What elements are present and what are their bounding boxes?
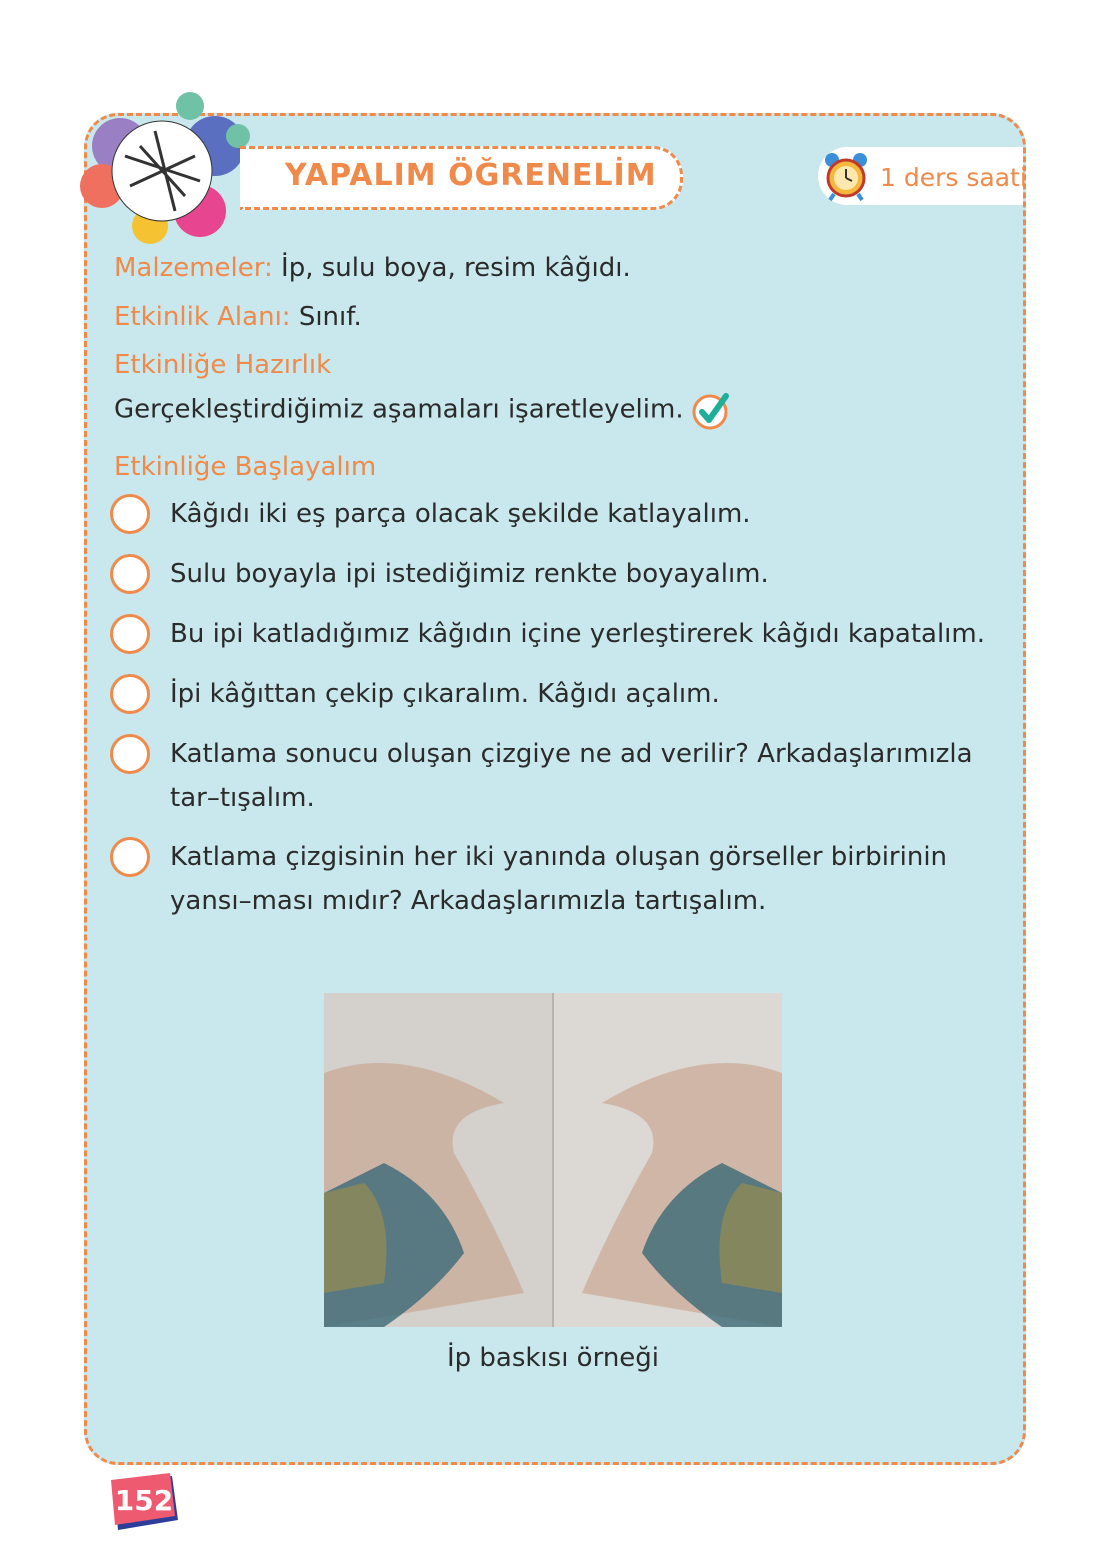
page-number-background [108,1470,182,1532]
step-checkbox[interactable] [110,614,150,654]
step-item: İpi kâğıttan çekip çıkaralım. Kâğıdı açalım. [110,672,990,716]
step-checkbox[interactable] [110,554,150,594]
step-checkbox[interactable] [110,494,150,534]
string-print-photo [324,993,782,1327]
materials-value: İp, sulu boya, resim kâğıdı. [281,253,631,283]
teamwork-hands-emblem [80,86,260,246]
alarm-clock-icon [822,150,870,202]
materials-line [114,253,631,283]
step-item: Katlama sonucu oluşan çizgiye ne ad verilir? Arkadaşlarımızla tar–tışalım. [110,732,990,820]
step-item: Bu ipi katladığımız kâğıdın içine yerleştirerek kâğıdı kapatalım. [110,612,990,656]
area-label: Etkinlik Alanı: [114,302,291,332]
section-title: YAPALIM ÖĞRENELİM [285,158,657,193]
step-item: Katlama çizgisinin her iki yanında oluşan görseller birbirinin yansı–ması mıdır? Arkadaşlarımızla tartışalım. [110,835,990,923]
area-value: Sınıf. [298,302,362,332]
step-checkbox[interactable] [110,837,150,877]
step-checkbox[interactable] [110,674,150,714]
preparation-instruction-line [114,390,732,430]
page-number-badge [108,1470,182,1532]
step-checkbox[interactable] [110,734,150,774]
preparation-heading: Etkinliğe Hazırlık [114,350,332,380]
start-heading: Etkinliğe Başlayalım [114,452,377,482]
checkmark-icon [692,390,732,430]
preparation-instruction: Gerçekleştirdiğimiz aşamaları işaretleyelim. [114,394,684,425]
step-item: Kâğıdı iki eş parça olacak şekilde katlayalım. [110,492,990,536]
page-number: 152 [114,1484,174,1517]
figure-caption: İp baskısı örneği [446,1343,660,1373]
materials-label: Malzemeler: [114,253,273,283]
duration-text: 1 ders saati [880,163,1027,192]
area-line [114,302,362,332]
step-item: Sulu boyayla ipi istediğimiz renkte boyayalım. [110,552,990,596]
